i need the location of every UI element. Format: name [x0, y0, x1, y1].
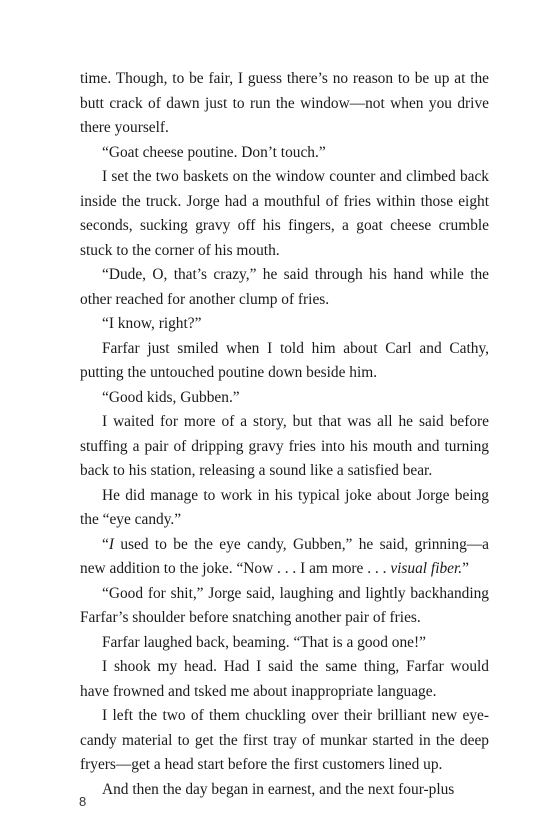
paragraph — [80, 410, 489, 484]
italic-text-run: I — [108, 535, 114, 553]
paragraph — [80, 67, 489, 141]
paragraph — [80, 704, 489, 778]
text-run: I set the two baskets on the window counter and climbed back inside the truck. Jorge had a mouthful of fries within those eight seconds, sucking gravy off his fingers, a goat cheese crumble stuck to the corner of his mouth. — [80, 168, 489, 259]
paragraph — [80, 533, 489, 582]
paragraph — [80, 778, 489, 803]
paragraph — [80, 386, 489, 411]
text-run: I waited for more of a story, but that was all he said before stuffing a pair of dripping gravy fries into his mouth and turning back to his station, releasing a sound like a satisfied bear. — [80, 413, 489, 479]
text-run: Farfar just smiled when I told him about Carl and Cathy, putting the untouched poutine down beside him. — [80, 339, 489, 381]
paragraph — [80, 312, 489, 337]
text-run: I left the two of them chuckling over their brilliant new eye-candy material to get the first tray of munkar started in the deep fryers—get a head start before the first customers lined up. — [80, 707, 489, 773]
text-run: time. Though, to be fair, I guess there’s no reason to be up at the butt crack of dawn just to run the window—not when you drive there yourself. — [80, 70, 489, 136]
paragraph — [80, 631, 489, 656]
paragraph — [80, 484, 489, 533]
paragraph — [80, 655, 489, 704]
text-run: “Goat cheese poutine. Don’t touch.” — [102, 143, 326, 161]
text-run: He did manage to work in his typical joke about Jorge being the “eye candy.” — [80, 486, 489, 528]
paragraph — [80, 141, 489, 166]
text-run: “Good kids, Gubben.” — [102, 388, 240, 406]
paragraph — [80, 337, 489, 386]
text-run: “ — [102, 535, 109, 553]
paragraph — [80, 263, 489, 312]
text-run: “Good for shit,” Jorge said, laughing and lightly backhanding Farfar’s shoulder before snatching another pair of fries. — [80, 584, 489, 626]
paragraph — [80, 582, 489, 631]
text-run: I shook my head. Had I said the same thing, Farfar would have frowned and tsked me about inappropriate language. — [80, 658, 489, 700]
paragraph — [80, 165, 489, 263]
text-run: used to be the eye candy, Gubben,” he said, grinning—a new addition to the joke. “Now . . . I am more . . . — [80, 535, 489, 577]
page-body — [80, 67, 489, 802]
text-run: And then the day began in earnest, and the next four-plus — [102, 780, 455, 798]
text-run: Farfar laughed back, beaming. “That is a good one!” — [102, 633, 426, 651]
text-run: ” — [462, 560, 469, 577]
text-run: “I know, right?” — [102, 315, 202, 332]
text-run: “Dude, O, that’s crazy,” he said through his hand while the other reached for another clump of fries. — [80, 266, 489, 308]
page-number: 8 — [79, 794, 87, 809]
italic-text-run: visual fiber. — [390, 560, 463, 577]
